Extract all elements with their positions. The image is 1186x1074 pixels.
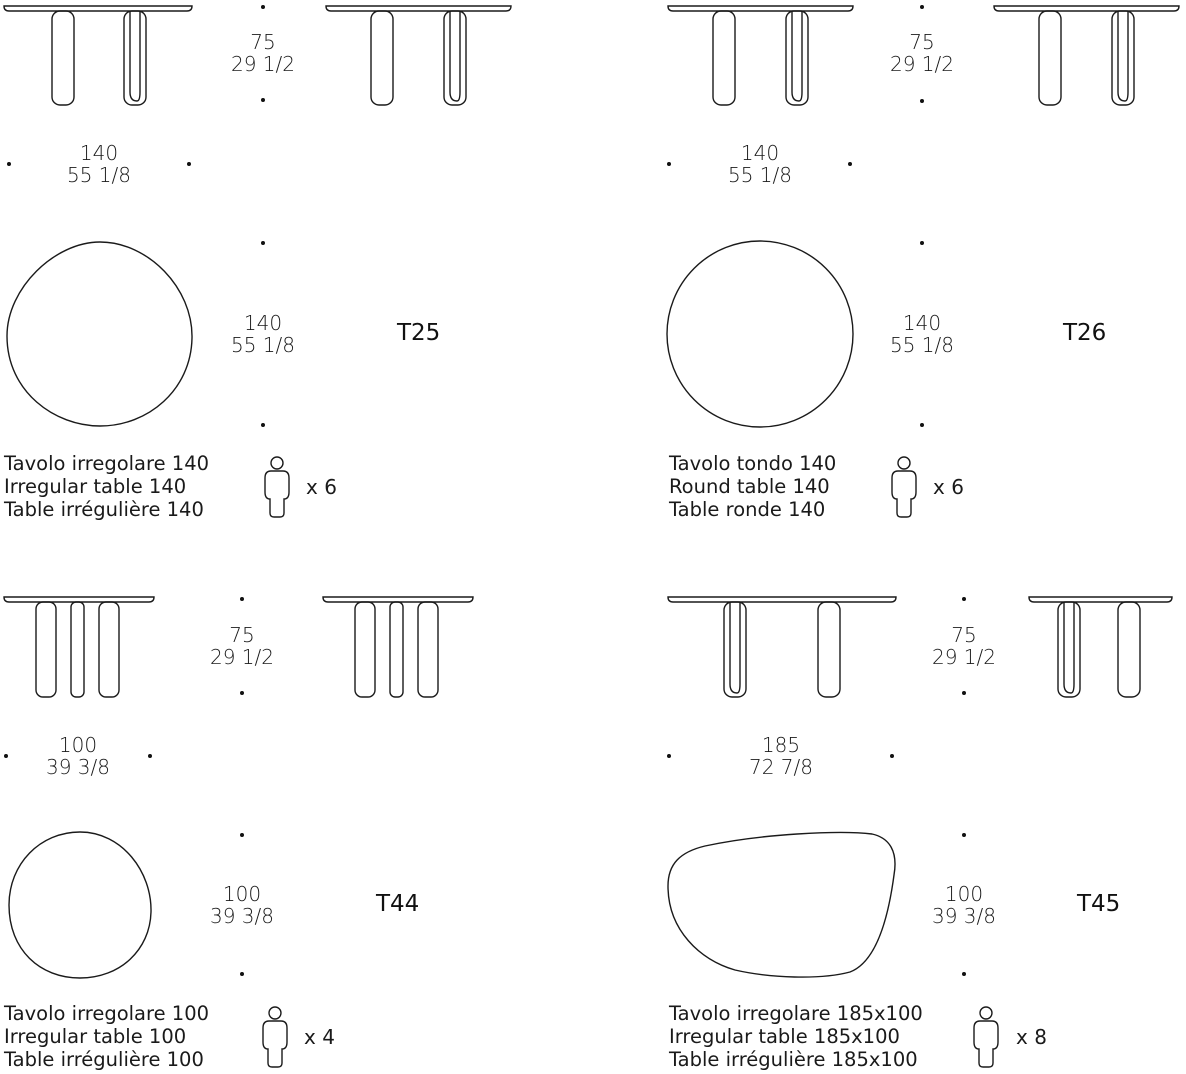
t26-model-code: T26 [1063, 320, 1107, 346]
height-in: 29 1/2 [890, 52, 954, 76]
t44-plan-top [9, 832, 151, 978]
dimension-dot [261, 98, 265, 102]
dimension-dot [240, 597, 244, 601]
width-in: 39 3/8 [46, 755, 110, 779]
description-it: Tavolo irregolare 140 [4, 452, 210, 475]
dimension-dot [148, 754, 152, 758]
description-en: Irregular table 185x100 [669, 1025, 900, 1048]
width-in: 55 1/8 [67, 163, 131, 187]
height-cm: 75 [909, 30, 935, 54]
dimension-dot [667, 754, 671, 758]
depth-cm: 100 [944, 882, 984, 906]
description-fr: Table irrégulière 100 [4, 1048, 204, 1071]
t25-model-code: T25 [397, 320, 441, 346]
height-in: 29 1/2 [932, 645, 996, 669]
person-icon [263, 1007, 287, 1067]
t25-side-elevation [326, 6, 511, 105]
t26-height-dimension [872, 31, 972, 75]
t26-width-dimension [710, 142, 810, 186]
dimension-dot [920, 423, 924, 427]
width-cm: 185 [761, 733, 801, 757]
dimension-dot [240, 691, 244, 695]
t44-depth-dimension [192, 883, 292, 927]
depth-in: 39 3/8 [210, 904, 274, 928]
dimension-dot [7, 162, 11, 166]
person-icon [265, 457, 289, 517]
t26-depth-dimension [872, 312, 972, 356]
t45-width-dimension [731, 734, 831, 778]
height-cm: 75 [951, 623, 977, 647]
height-cm: 75 [250, 30, 276, 54]
dimension-dot [920, 5, 924, 9]
t44-seat-count: x 4 [304, 1025, 335, 1049]
t26-front-elevation [668, 6, 853, 105]
t26-plan-top [667, 241, 853, 427]
dimension-dot [261, 5, 265, 9]
t26-seat-count: x 6 [933, 475, 964, 499]
dimension-dot [890, 754, 894, 758]
t45-seat-count: x 8 [1016, 1025, 1047, 1049]
t45-depth-dimension [914, 883, 1014, 927]
t44-width-dimension [28, 734, 128, 778]
width-cm: 100 [58, 733, 98, 757]
dimension-dot [962, 691, 966, 695]
dimension-dot [261, 423, 265, 427]
t45-front-elevation [668, 597, 896, 697]
t45-side-elevation [1029, 597, 1172, 697]
dimension-dot [667, 162, 671, 166]
person-icon [974, 1007, 998, 1067]
t26-side-elevation [994, 6, 1179, 105]
depth-cm: 100 [222, 882, 262, 906]
depth-in: 39 3/8 [932, 904, 996, 928]
dimension-dot [920, 241, 924, 245]
dimension-dot [187, 162, 191, 166]
depth-cm: 140 [902, 311, 942, 335]
t44-model-code: T44 [376, 891, 420, 917]
dimension-dot [240, 833, 244, 837]
description-it: Tavolo tondo 140 [669, 452, 837, 475]
width-in: 55 1/8 [728, 163, 792, 187]
dimension-dot [962, 833, 966, 837]
t45-plan-top [668, 833, 895, 978]
t25-plan-top [7, 242, 192, 426]
t45-height-dimension [914, 624, 1014, 668]
dimension-dot [4, 754, 8, 758]
t25-width-dimension [49, 142, 149, 186]
height-in: 29 1/2 [231, 52, 295, 76]
dimension-dot [962, 597, 966, 601]
description-fr: Table irrégulière 140 [4, 498, 204, 521]
description-en: Round table 140 [669, 475, 830, 498]
t25-seat-count: x 6 [306, 475, 337, 499]
dimension-dot [920, 99, 924, 103]
person-icon [892, 457, 916, 517]
description-it: Tavolo irregolare 100 [4, 1002, 210, 1025]
width-in: 72 7/8 [749, 755, 813, 779]
t44-side-elevation [323, 597, 473, 697]
t25-height-dimension [213, 31, 313, 75]
t25-depth-dimension [213, 312, 313, 356]
dimension-dot [240, 972, 244, 976]
height-cm: 75 [229, 623, 255, 647]
depth-cm: 140 [243, 311, 283, 335]
description-en: Irregular table 140 [4, 475, 187, 498]
dimension-dot [261, 241, 265, 245]
t44-height-dimension [192, 624, 292, 668]
description-it: Tavolo irregolare 185x100 [669, 1002, 923, 1025]
width-cm: 140 [79, 141, 119, 165]
t45-model-code: T45 [1077, 891, 1121, 917]
dimension-dot [848, 162, 852, 166]
dimension-dot [962, 972, 966, 976]
height-in: 29 1/2 [210, 645, 274, 669]
t44-description [4, 1002, 209, 1071]
t25-description [4, 452, 209, 521]
t25-front-elevation [4, 6, 192, 105]
depth-in: 55 1/8 [231, 333, 295, 357]
t26-description [669, 452, 836, 521]
t44-front-elevation [4, 597, 154, 697]
description-fr: Table ronde 140 [669, 498, 826, 521]
description-fr: Table irrégulière 185x100 [669, 1048, 918, 1071]
description-en: Irregular table 100 [4, 1025, 187, 1048]
width-cm: 140 [740, 141, 780, 165]
depth-in: 55 1/8 [890, 333, 954, 357]
t45-description [669, 1002, 923, 1071]
